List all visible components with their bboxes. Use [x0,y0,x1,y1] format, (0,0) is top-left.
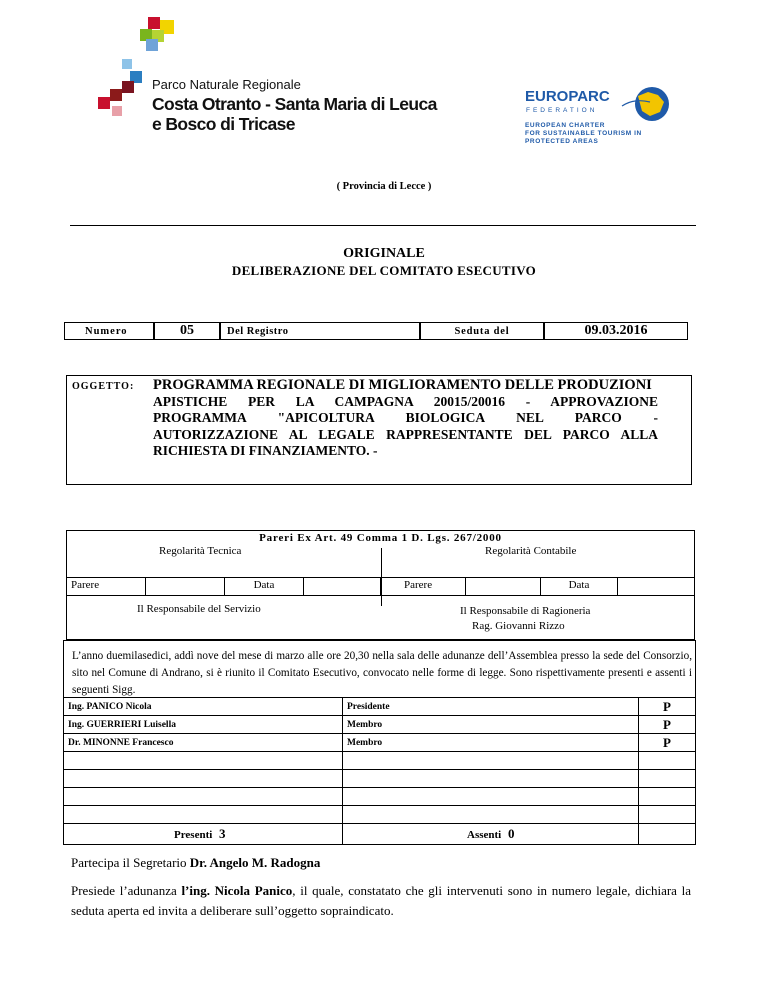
logo-square [112,106,122,116]
assenti-cell: Assenti 0 [343,824,639,845]
registro-label: Del Registro [220,322,420,340]
assenti-count: 0 [507,826,515,841]
europarc-name: EUROPARC [525,88,610,105]
presidente-name: l’ing. Nicola Panico [181,883,293,898]
data-label-cell: Data [224,577,304,596]
data-value-cell [617,577,695,596]
responsabile-servizio: Il Responsabile del Servizio [137,603,261,615]
member-mark: P [639,698,696,716]
table-row [64,752,696,770]
totals-row [64,824,696,845]
europarc-charter-1: EUROPEAN CHARTER [525,122,606,129]
member-mark: P [639,734,696,752]
member-name: Ing. PANICO Nicola [64,698,343,716]
oggetto-text [153,377,658,460]
table-row [64,734,696,752]
numero-value: 05 [154,322,220,340]
logo-square [148,17,160,29]
oggetto-label: OGGETTO: [72,381,135,392]
pareri-title: Pareri Ex Art. 49 Comma 1 D. Lgs. 267/2000 [259,532,502,544]
segretario-name: Dr. Angelo M. Radogna [189,855,321,870]
data-value-cell [303,577,381,596]
table-row [64,716,696,734]
oggetto-line: PROGRAMMA REGIONALE DI MIGLIORAMENTO DELLE PRODUZIONI [153,377,652,393]
table-row [64,770,696,788]
member-name: Dr. MINONNE Francesco [64,734,343,752]
member-mark: P [639,716,696,734]
oggetto-line: PROGRAMMA "APICOLTURA BIOLOGICA NEL PARCO - [153,410,658,425]
logo-square [122,81,134,93]
pareri-box [66,530,695,640]
registry-row [64,322,688,340]
member-role: Membro [343,734,639,752]
seduta-label: Seduta del [420,322,544,340]
europarc-logo [520,78,700,158]
document-status: ORIGINALE [343,246,425,261]
logo-square [122,59,132,69]
parere-label-cell: Parere [381,577,466,596]
europarc-charter-2: FOR SUSTAINABLE TOURISM IN [525,130,642,137]
responsabile-ragioneria-name: Rag. Giovanni Rizzo [472,620,565,632]
logo-line-2: Costa Otranto - Santa Maria di Leuca [152,94,437,114]
numero-label: Numero [64,322,154,340]
table-row [64,698,696,716]
logo-square [146,39,158,51]
member-role: Membro [343,716,639,734]
logo-square [110,89,122,101]
logo-square [98,97,110,109]
seduta-value: 09.03.2016 [544,322,688,340]
europe-map-icon [620,84,672,124]
oggetto-line: RICHIESTA DI FINANZIAMENTO. - [153,443,378,458]
table-row [64,806,696,824]
data-label-cell: Data [540,577,618,596]
oggetto-box [66,375,692,485]
regolarita-tecnica: Regolarità Tecnica [159,545,242,557]
regolarita-contabile: Regolarità Contabile [485,545,577,557]
table-row [64,788,696,806]
park-logo [90,15,470,155]
logo-line-3: e Bosco di Tricase [152,114,295,134]
presiede-paragraph: Presiede l’adunanza l’ing. Nicola Panico, il quale, constatato che gli intervenuti sono in numero legale, dichiara la seduta aperta ed invita a deliberare sull’oggetto sopraindicato. [71,883,692,918]
logo-line-1: Parco Naturale Regionale [152,77,301,92]
oggetto-line: AUTORIZZAZIONE AL LEGALE RAPPRESENTANTE DEL PARCO ALLA [153,426,658,442]
session-intro: L’anno duemilasedici, addì nove del mese di marzo alle ore 20,30 nella sala delle adunanze dell’Assemblea presso la sede del Consorzio, sito nel Comune di Andrano, si è riunito il Comitato Esecutivo, convocato nelle forme di legge. Sono rispettivamente presenti e assenti i seguenti Sigg. [72,650,692,696]
europarc-charter-3: PROTECTED AREAS [525,138,599,145]
member-name: Ing. GUERRIERI Luisella [64,716,343,734]
attendance-table [63,697,696,845]
oggetto-line: APISTICHE PER LA CAMPAGNA 20015/20016 - APPROVAZIONE [153,393,658,409]
presenti-count: 3 [219,826,226,841]
parere-value-cell [145,577,225,596]
parere-label-cell: Parere [66,577,146,596]
segretario-line: Partecipa il Segretario Dr. Angelo M. Radogna [71,855,321,870]
presenti-cell: Presenti 3 [64,824,343,845]
europarc-federation: FEDERATION [526,107,598,114]
member-role: Presidente [343,698,639,716]
document-title: DELIBERAZIONE DEL COMITATO ESECUTIVO [231,263,537,278]
province-label: ( Provincia di Lecce ) [336,181,432,192]
parere-value-cell [465,577,541,596]
header-divider [70,225,696,226]
responsabile-ragioneria: Il Responsabile di Ragioneria [460,605,591,617]
